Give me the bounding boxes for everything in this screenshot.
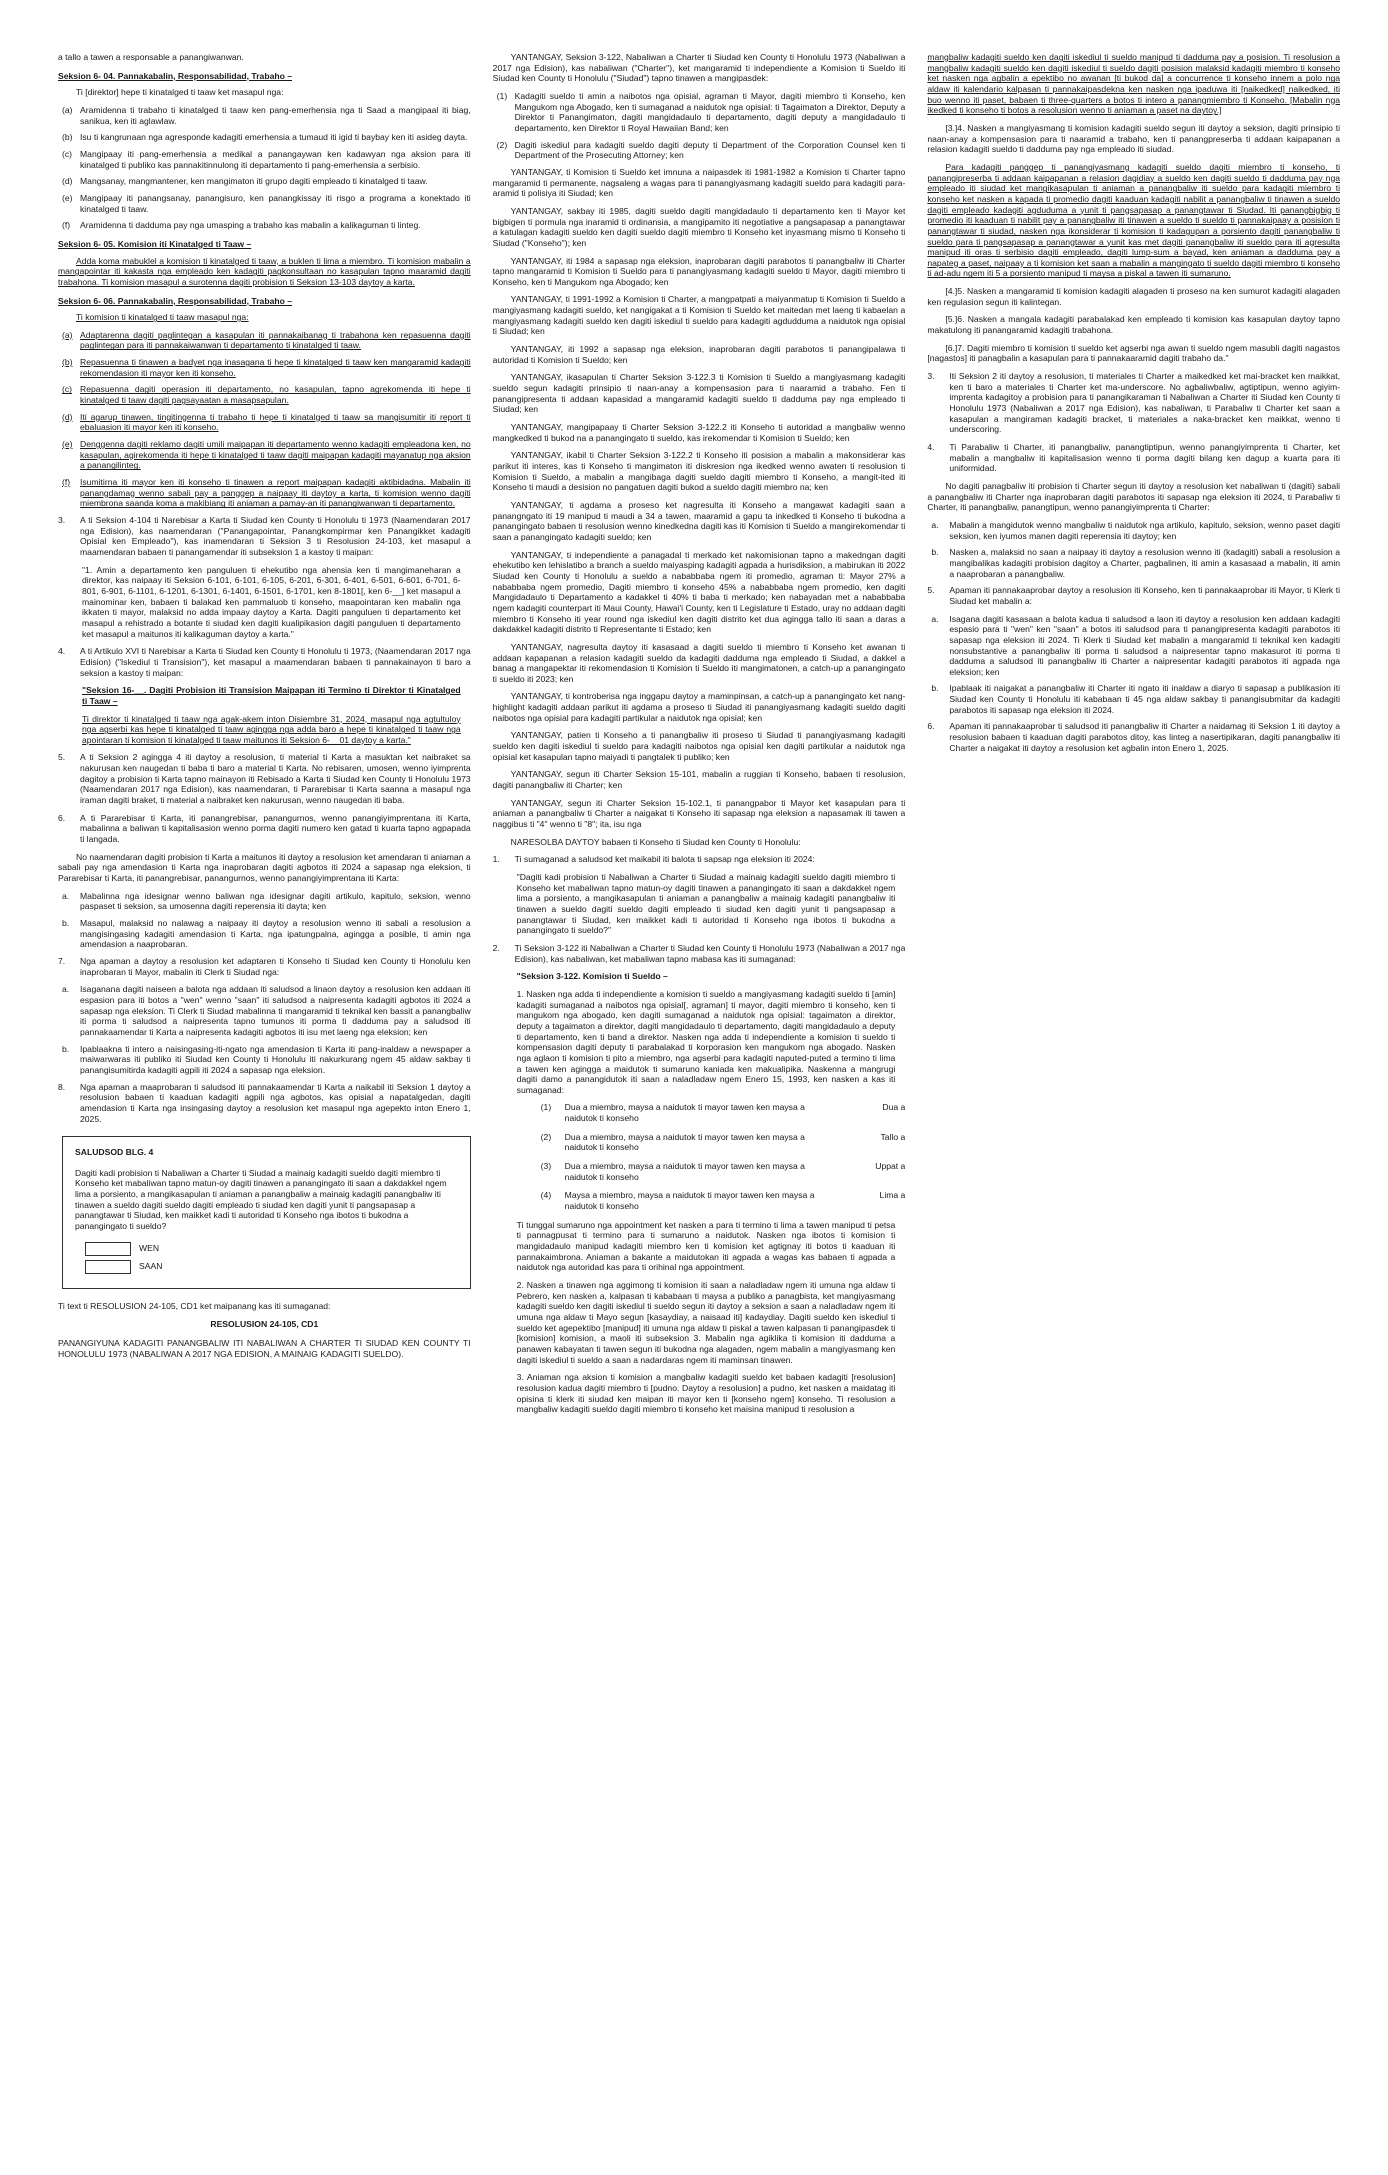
numbered-paragraph-4: 4. Ti Parabaliw ti Charter, iti panangbaliw, panangtiptipun, wenno panangiyimprenta ti Charter, ket mabalin a mangbaliw iti kapitalisasion wenno ti porma dagiti bilang ken dagup a kuarta para iti uniformidad. bbox=[927, 442, 1341, 474]
list-item: a. Isaganana dagiti naiseen a balota nga addaan iti saludsod a linaon daytoy a resolusion ken addaan iti espasion para iti botos a "wen" wenno "saan" iti saludsod a naipresenta kadagiti agbotos iti 2024 a sapasap nga eleksion. Ti Clerk ti Siudad mabalinna ti mangaramid ti teknikal ken bassit a panangbaliw iti porma ti saludsod a naipresenta tapno tumunos iti porma ti dadduma pay a saludsod iti pannakaamendar ti Karta a naipresenta kadagiti agbotos iti isu met laeng nga eleksion; ken bbox=[62, 984, 471, 1037]
list-item: (d) Iti agarup tinawen, tingitingenna ti trabaho ti hepe ti kinatalged ti taaw sa mangisumitir iti report ti ebaluasion iti mayor ken iti konseho. bbox=[62, 411, 471, 433]
section-604-list bbox=[58, 105, 471, 231]
resolution-subtitle: PANANGIYUNA KADAGITI PANANGBALIW ITI NABALIWAN A CHARTER TI SIUDAD KEN COUNTY TI HONOLULU 1973 (NABALIWAN A 2017 NGA EDISION, A MAINAIG KADAGITI SUELDO). bbox=[58, 1338, 471, 1359]
composition-row: (4) Maysa a miembro, maysa a naidutok ti mayor tawen ken maysa a naidutok ti konseho Lima a bbox=[540, 1190, 906, 1212]
section-606-heading: Seksion 6- 06. Pannakabalin, Responsabilidad, Trabaho – bbox=[58, 295, 293, 306]
list-item: (e) Mangipaay iti panangsanay, panangisuro, ken panangkissay iti risgo a programa a konektado iti kinatalged ti taaw. bbox=[62, 192, 471, 214]
transition-text: Ti direktor ti kinatalged ti taaw nga agak-akem inton Disiembre 31, 2024, masapul nga agtultuloy nga agserbi kas hepe ti kinatalged ti taaw agingga nga adda baro a hepe ti kinatalged ti taaw nga apointaran ti komision ti kinatalged ti taaw maitunos iti Seksion 6-__01 daytoy a karta." bbox=[82, 713, 461, 745]
section-3-122-para-7: [6.]7. Dagiti miembro ti komision ti sueldo ket agserbi nga awan ti sueldo ngem masubli dagiti nagastos [nagastos] iti panagbalin a kasapulan para ti pannakaaramid dagiti trabaho da." bbox=[927, 342, 1341, 364]
list-item: (b) Isu ti kangrunaan nga agresponde kadagiti emerhensia a tumaud iti igid ti baybay ken iti asideg dayta. bbox=[62, 132, 468, 143]
numbered-paragraph-3: 3. A ti Seksion 4-104 ti Narebisar a Karta ti Siudad ken County ti Honolulu ti 1973 (Naamendaran 2017 nga Edision), kas naamendaran ("Panangapointar, Panangkompirmar ken Panangikket kadagiti Opisial ken Empleado"), kas inamendaran ti Seksion 3 ti Resolusion 24-103, ket masapul a maamendaran babaen ti panangamendar iti subseksion 1 a kastoy ti maipan: bbox=[58, 515, 471, 557]
no-label: SAAN bbox=[139, 1261, 163, 1272]
section-606-lead: Ti komision ti kinatalged ti taaw masapul nga: bbox=[76, 312, 249, 323]
column-2 bbox=[493, 52, 906, 2135]
numbered-paragraph-8: 8. Nga apaman a maaprobaran ti saludsod iti pannakaamendar ti Karta a naikabil iti Seksion 1 daytoy a resolusion babaen ti kaaduan kadagiti agpili nga agbotos, kas opisial a napatalgedan, dagiti amendasion ti Karta nga insingasing daytoy a resolusion ket masapul nga agepekto inton Enero 1, 2025. bbox=[58, 1081, 471, 1124]
whereas-paragraph: YANTANGAY, ti agdama a proseso ket nagresulta iti Konseho a mangawat kadagiti saan a panangngato iti 19 manipud ti maudi a 34 a tawen, maaramid a gapu ta inkedked ti Konseho ti bukodna a panangingato babaen ti resolusion wenno kinedkedna dagiti kas iti Komision ti Sueldo a mangirekomendar ti saan a panangingato kadagiti sueldo; ken bbox=[492, 499, 906, 542]
list-item: (a) Aramidenna ti trabaho ti kinatalged ti taaw ken pang-emerhensia nga ti Saad a mangipaal iti biag, sanikua, ken iti aglawlaw. bbox=[62, 104, 471, 126]
list-item: (b) Repasuenna ti tinawen a badyet nga inasagana ti hepe ti kinatalged ti taaw ken mangaramid kadagiti rekomendasion iti mayor ken iti konseho. bbox=[62, 357, 471, 378]
section-3-122-para: 2. Nasken a tinawen nga aggimong ti komision iti saan a naladladaw ngem iti umuna nga aldaw ti Pebrero, ken nasken a, kalpasan ti kababaan ti maysa a publiko a panagbista, ket mangiyasmang kadagiti sueldo ken dagiti iskediul ti sueldo segun iti daytoy a seksion a saan a naladladaw ngem iti umuna nga aldaw ti Mayo segun [kasaydiay, a naisaad iti] kadaydiay. Dagiti sueldo ken iskediul ti sueldo ket agepektibo [manipud] iti umuna nga aldaw ti piskal a tawen kalpasan ti panangipasdek ti [komision] komision, a maoli iti subseksion 3. Mabalin nga agiklika ti komision iti dadduma a panawen kabayatan ti tawen segun iti bukodna nga alagaden, ngem mabalin a mangiyasmang ken dagiti iskediul ti sueldo a saan a nadardaras ngem iti maminsan tinawen. bbox=[516, 1280, 896, 1365]
section-606-list bbox=[58, 330, 471, 509]
whereas-paragraph: YANTANGAY, ti Komision ti Sueldo ket imnuna a naipasdek iti 1981-1982 a Komision ti Charter tapno mangaramid ti permanente, nagsaleng a wagas para ti panangiyasmang kadagiti sueldo para kadagiti para-aramid ti polisiya iti Siudad; ken bbox=[492, 166, 906, 199]
section-3-122-para-6: [5.]6. Nasken a mangala kadagiti parabalakad ken empleado ti komision kas kasapulan daytoy tapno makatulong iti panangaramid kadagiti trabahona. bbox=[927, 314, 1341, 336]
whereas-paragraph: YANTANGAY, iti 1992 a sapasap nga eleksion, inaprobaran dagiti parabotos ti panangipalawa ti autoridad ti Komision ti Sueldo; ken bbox=[492, 344, 906, 365]
numbered-paragraph-6: 6. A ti Pararebisar ti Karta, iti panangrebisar, panangurnos, wenno panangiyimprentana iti Karta, mabalinna a baliwan ti kapitalisasion wenno porma dagiti numero ken gatad ti kuarta tapno agpapada ti langada. bbox=[58, 812, 471, 845]
composition-row: (2) Dua a miembro, maysa a naidutok ti mayor tawen ken maysa a naidutok ti konseho Tallo a bbox=[540, 1131, 906, 1153]
council-salary-paragraph: Para kadagiti panggep ti panangiyasmang kadagiti sueldo dagiti miembro ti konseho, ti panangipreserba ti addaan kaipapanan a relasion dagidiay a sueldo ken dagiti sueldo ti dadduma pay nga empleado iti siudad ket mangikasapulan ti aniaman a panangbaliw iti sueldo para kadagiti miembro ti konseho ket nasken a kapada ti promedio dagiti kaaduan kadagiti nabilit a panangbaliw ti tinawen a sueldo dagiti empleado kadagiti agduduma a yunit ti pangsapasap a panangtawar ti Siudad. Iti panangbigbig ti promedio iti kaaduan ti nabilit pay a panangbaliw iti tinawen a sueldo ti sueldo ti pannakaipaay a posision ti panangtawar ti siudad, nasken nga ikonsiderar ti komision ti kadagupan a porsiento dagiti panangbaliw ti sueldo para ti pangsapasap a panangtawar a yunit kas met dagiti panangbaliw iti sueldo para iti agresulta manipud iti oras ti serbisio dagiti empleado, dagiti lump-sum a bayad, ken aniaman a dadduma pay a napateg a paset, naipaay a ti komision ket saan a mabalin a mangingato ti sueldo dagiti miembro ti konseho ti ad-adu ngem iti 5 a porsiento manipud ti maysa a piskal a tawen iti sumaruno. bbox=[927, 161, 1341, 279]
no-checkbox[interactable] bbox=[85, 1260, 131, 1274]
whereas-paragraph: YANTANGAY, ikabil ti Charter Seksion 3-122.2 ti Konseho iti posision a mabalin a makonsiderar kas parikut iti interes, kas ti Konseho ti mangimaton iti diskresion nga ikedked wenno awaten ti resolusion ti Komision ti Sueldo, a mabalin a mangibaga dagiti sueldo dagiti miembro ti Konseho, a mangit-ited iti Konseho ti maudi a desision no pangatuen dagiti bukod a sueldo dagiti miembro na; ken bbox=[492, 450, 906, 493]
transition-heading: "Seksion 16-__. Dagiti Probision iti Transision Maipapan iti Termino ti Direktor ti Kinatalged ti Taaw – bbox=[82, 685, 461, 706]
paragraph-6-continued: No naamendaran dagiti probision ti Karta a maitunos iti daytoy a resolusion ket amendaran ti aniaman a sabali pay nga amendasion ti Karta nga inaprobaran dagiti agbotos iti 2024 a sapasap nga eleksion, ti Pararebisar ti Karta, iti panangrebisar, panangurnos, wenno panangiyimprentana iti Karta: bbox=[58, 851, 471, 884]
numbered-paragraph-5: 5. A ti Seksion 2 agingga 4 iti daytoy a resolusion, ti material ti Karta a masuktan ket naibraket sa nakurusan ken naugedan ti baba ti baro a material ti Karta. No rebisaren, umosen, wenno iyimprenta dagitoy a probision ti Karta tapno mainayon iti Rebisado a Karta ti Siudad ken County ti Honolulu 1973 (Naamendaran 2017 nga Edision), kas naamendaran, ti Pararebisar ti Karta saanna a masapul nga iraman dagiti braket, ti material a naibraket ken nakurusan, wenno naugedan iti baba. bbox=[58, 752, 471, 806]
whereas-paragraph: YANTANGAY, ti 1991-1992 a Komision ti Charter, a mangpatpati a maiyanmatup ti Komision ti Sueldo a mangiyasmang kadagiti sueldo, ket nangigakat a ti Komision ti Sueldo ket maitedan met laeng ti kabaelan a mangiyasmang kadagiti sueldo ken dagiti iskediul ti sueldo para kadagiti agdudduma a naidutok nga opisial ti Siudad; ken bbox=[492, 294, 906, 337]
list-item: (2) Dagiti iskediul para kadagiti sueldo dagiti deputy ti Department of the Corporation Counsel ken ti Department of the Prosecuting Attorney; ken bbox=[496, 139, 906, 161]
numbered-paragraph-5: 5. Apaman iti pannakaaprobar daytoy a resolusion iti Konseho, ken ti pannakaaprobar iti Mayor, ti Klerk ti Siudad ket mabalin a: bbox=[927, 585, 1341, 606]
whereas-paragraph: YANTANGAY, patien ti Konseho a ti panangbaliw iti proseso ti Siudad ti panangiyasmang kadagiti sueldo ken dagiti iskediul ti sueldo para kadagiti naibotos nga opisial ken dagiti partikular a naidutok nga opisial ket kasapulan tapno maiyadi ti pangtalek ti publiko; ken bbox=[492, 730, 906, 762]
list-item: (1) Kadagiti sueldo ti amin a naibotos nga opisial, agraman ti Mayor, dagiti miembro ti Konseho, ken Mangukom nga Abogado, ken ti sumaganad a naidutok nga opisial: ti Tagaimaton a Direktor, Deputy a Direktor ti Panangimaton, dagiti mangidadaulo ti departamento, dagiti deputy a mangidadaulo ti departamento, ken Direktor ti Royal Hawaiian Band; ken bbox=[496, 90, 906, 133]
whereas-paragraph: YANTANGAY, ikasapulan ti Charter Seksion 3-122.3 ti Komision ti Sueldo a mangiyasmang kadagiti sueldo segun kadagiti prinsipio ti naan-anay a kompensasion para ti naaramid a trabaho. Fen ti panangipresenta ti addaan kapasidad a mangaramid kadagiti sueldo ti dadduma pay nga empleado ti Siudad; ken bbox=[492, 372, 906, 415]
yes-label: WEN bbox=[139, 1243, 160, 1254]
resolved-paragraph: NARESOLBA DAYTOY babaen ti Konseho ti Siudad ken County ti Honolulu: bbox=[510, 836, 801, 847]
ballot-question-quote: "Dagiti kadi probision ti Nabaliwan a Charter ti Siudad a mainaig kadagiti sueldo dagiti miembro ti Konseho ket mabaliwan tapno matun-oy dagiti tinawen a panangingato iti saan a dakdakkel ngem lima a porsiento, a mangikasapulan ti aniaman a panangbaliw a mainaig kadagiti panangbaliw iti tinawen a sueldo dagiti sueldo dagiti empleado ti siudad ken dagiti yunit ti pangsapasap a panangtawar ti Siudad, ken maikket kadi ti autoridad ti Konseho nga ibotos ti bukodna a panangingato ti sueldo?" bbox=[516, 872, 896, 936]
list-item: b. Ipablaaknа ti intero a naisingasing-iti-ngato nga amendasion ti Karta iti pang-inaldaw a newspaper a maiwarwaras iti publiko iti Siudad ken County ti Honolulu iti nakurkurang ngem 45 aldaw sakbay ti panangisumitirda kadagiti agpili iti 2024 a sapasap nga eleksion. bbox=[62, 1043, 471, 1075]
column-1 bbox=[58, 52, 471, 2135]
section-3-122-para: 3. Aniaman nga aksion ti komision a mangbaliw kadagiti sueldo ket babaen kadagiti [resolusion] resolusion kadua dagiti miembro ti [pudno. Daytoy a resolusion] a pudno, ket nasken a maidatag iti opisina ti klerk iti siudad ken maipan iti mayor ken ti [konseho ngem] konseho. Ti resolusion a mangbaliw kadagiti sueldo dagiti miembro ti konseho ket maisina manipud ti resolusion a bbox=[516, 1372, 896, 1415]
whereas-paragraph: YANTANGAY, Seksion 3-122, Nabaliwan a Charter ti Siudad ken County ti Honolulu 1973 (Nabaliwan a 2017 nga Edision), kas nabaliwan ("Charter"), ket mangaramid ti independiente a Komision ti Sueldo iti Siudad ken County ti Honolulu ("Siudad") tapno tinawen a mangipasdek: bbox=[492, 52, 906, 84]
numbered-paragraph-3: 3. Iti Seksion 2 iti daytoy a resolusion, ti materiales ti Charter a maikedked ket mai-bracket ken maikkat, ken ti baro a materiales ti Charter ket ma-underscore. No agbaliwbaliw, agtiptipun, wenno agiyim-imprenta kadagitoy a probision para ti panangikaraman ti Nabaliwan a Charter iti Siudad ken County ti Honolulu 1973 (Nabaliwan a 2017 nga Edision), kas nabaliwan, ti Parabaliw ti Charter ket saan a kasapulan a mangiraman kadagiti bracket, ti materiales a naka-bracket ken maikkat, wenno ti underscoring. bbox=[927, 371, 1341, 435]
list-item: (c) Repasuenna dagiti operasion iti departamento, no kasapulan, tapno agrekomenda iti hepe ti kinatalged ti taaw dagiti pagsayaatan a masapsapulan. bbox=[62, 384, 471, 406]
ballot-title: SALUDSOD BLG. 4 bbox=[75, 1147, 154, 1158]
list-item: a. Mabalinna nga idesignar wenno baliwan nga idesignar dagiti artikulo, kapitulo, seksion, wenno paspaset ti seksion, sa umosenna dagiti reperensia iti dayta; ken bbox=[62, 890, 471, 912]
list-item: a. Mabalin a mangidutok wenno mangbaliw ti naidutok nga artikulo, kapitulo, seksion, wenno paset dagiti seksion, ken iyumos manen dagiti reperensia iti daytoy; ken bbox=[931, 519, 1341, 541]
whereas-paragraph: YANTANGAY, iti 1984 a sapasap nga eleksion, inaprobaran dagiti parabotos ti panangbaliw iti Charter tapno mangaramid ti Komision ti Sueldo para ti panangiyasmang kadagiti sueldo ti Mayor, dagiti miembro ti Konseho, ken ti Mangukom nga Abogado; ken bbox=[492, 255, 906, 287]
list-item: a. Isagana dagiti kasasaan a balota kadua ti saludsod a laon iti daytoy a resolusion ken addaan kadagiti espasio para ti "wen" ken "saan" a botos iti saludsod para ti panangipresenta kadagiti parabotos iti sapasap nga eleksion iti 2024. Ti Klerk ti Siudad ket mabalin a mangaramid ti teknikal ken kadagiti nonsubstantive a panangbaliw iti porma ti saludsod a naipresentar tapno makasurot iti porma ti dadduma a saludsod iti panangbaliw iti Charter a naipresentar kadagiti parabotos iti agpada nga eleksion; ken bbox=[931, 613, 1341, 677]
section-605-text: Adda koma mabuklel a komision ti kinatalged ti taaw, a buklen ti lima a miembro. Ti komision mabalin a mangapointar iti kakasta nga empleado ken kadagiti pagkonsultaan no kasapulan tapno maaramid dagiti trabahona. Ti komision masapul a surotenna dagiti probision ti Seksion 13-103 daytoy a karta. bbox=[58, 255, 471, 287]
list-item: (f) Isumitirna iti mayor ken iti konseho ti tinawen a report maipapan kadagiti aktibidadna. Mabalin iti panangdamag wenno sabali pay a panggep a naipaay iti daytoy a karta, ti komision wenno dagiti miembrona saanda koma a makibiang iti aniaman a pamay-an iti panangiwanwan ti departamento. bbox=[62, 477, 471, 509]
numbered-paragraph-2: 2. Ti Seksion 3-122 iti Nabaliwan a Charter ti Siudad ken County ti Honolulu 1973 (Nabaliwan a 2017 nga Edision), kas nabaliwan, ket mabaliwan tapno mabasa kas iti sumaganad: bbox=[492, 942, 906, 964]
whereas-paragraph: YANTANGAY, ti kontroberisa nga inggapu daytoy a maminpinsan, a catch-up a panangingato ket nang-highlight kadagiti addaan parikut iti agdama a proseso ti Siudad iti panangiyasmang kadagiti sueldo dagiti naibotos nga opisial para kadagiti partikular a naidutok nga opisial; ken bbox=[492, 691, 906, 723]
numbered-paragraph-4: 4. A ti Artikulo XVI ti Narebisar a Karta ti Siudad ken County ti Honolulu ti 1973, (Naamendaran 2017 nga Edision) ("Iskediul ti Transision"), ket masapul a maamendaran babaen ti pannakainayon ti baro a seksion a kastoy ti maipan: bbox=[58, 646, 471, 678]
ballot-option-yes bbox=[85, 1242, 458, 1256]
list-item: b. Nasken a, malaksid no saan a naipaay iti daytoy a resolusion wenno iti (kadagiti) sabali a resolusion a mangibalikas kadagiti probision dagitoy a Charter, pagbalinen, iti amin a kasasaad a mabalin, iti amin a naaprobaran a panangbaliw. bbox=[931, 547, 1341, 579]
section-3-122-para-1: 1. Nasken nga adda ti independiente a komision ti sueldo a mangiyasmang kadagiti sueldo ti [amin] kadagiti sumaganad a naibotos nga opisial[, agraman] ti mayor, dagiti miembro ti konseho, ken ti mangukom nga abogado, ken dagiti sumaganad a naidutok nga opisial: tagaimaton a direktor, deputy a tagaimaton a direktor, dagiti mangidadaulo ti departamento, dagiti mangidadaulo a deputy ti departamento, ken ti band a direktor. Nasken nga adda ti independiente a komision ti sueldo ti kompensasion dagiti deputy ti parabalakad ti korporasion ken mangukom nga abogado. Nasken nga aglaon ti komision ti pito a miembro, nga agserbi para kadagiti naputed-puted a termino ti lima a tawen ken agingga a maidutok ti sumaruno kaniada ken makualipika. Naskenna a mangrugi dagiti damo a panangidutok iti saan a naladladaw ngem Enero 15, 1993, ken nasken a kas iti sumaganad: bbox=[516, 988, 896, 1095]
list-item: (a) Adaptarenna dagiti paglintegan a kasapulan iti pannakaibanag ti trabahona ken repasuenna dagiti paglintegan para iti pannakaiwanwan ti departamento ti kinatalged ti taaw. bbox=[62, 329, 471, 351]
numbered-paragraph-1: 1. Ti sumaganad a saludsod ket maikabil iti balota ti sapsap nga eleksion iti 2024: bbox=[492, 854, 815, 865]
list-item: b. Ipablaak iti naigakat a panangbaliw iti Charter iti ngato iti inaldaw a diaryo ti sapasap a publikasion iti Siudad ken County ti Honolulu iti kababaan ti 45 nga aldaw sakbay ti panangisubmitar da kadagiti parabotos iti sapasap nga eleksion iti 2024. bbox=[931, 683, 1341, 715]
composition-row: (1) Dua a miembro, maysa a naidutok ti mayor tawen ken maysa a naidutok ti konseho Dua a bbox=[540, 1102, 906, 1124]
paragraph-4-continued: No dagiti panagbaliw iti probision ti Charter segun iti daytoy a resolusion ket nabaliwan ti (dagiti) sabali a panangbaliw iti Charter nga inaprobaran dagiti parabotos iti sapasap nga eleksion iti 2024, ti Parabaliw ti Charter, iti panangbaliw, panangtipun, wenno panangiyimprenta ti Charter: bbox=[927, 480, 1341, 513]
whereas-paragraph: YANTANGAY, mangipapaay ti Charter Seksion 3-122.2 iti Konseho ti autoridad a mangbaliw wenno mangkedked ti bukod na a panangingato ti sueldo, kas irekomendar ti Komision ti Sueldo; ken bbox=[492, 422, 906, 443]
whereas-paragraph: YANTANGAY, segun iti Charter Seksion 15-101, mabalin a ruggian ti Konseho, babaen ti resolusion, dagiti panangbaliw iti Charter; ken bbox=[492, 769, 906, 791]
section-3-122-para: Ti tunggal sumaruno nga appointment ket nasken a para ti termino ti lima a tawen manipud ti petsa ti pannagpusat ti termino para ti sumaruno a naidutok. Nasken nga ibotos ti komision ti mangidadaulo manipud kadagiti miembro ken ti komision ket agtignay iti botos ti kaaduan iti pannakaimbrona. Aniaman a bakante a maidutokan iti agpada a wagas kas babaen ti agpada a naidutok nga autoridad kas para ti orihinal nga appointment. bbox=[516, 1219, 896, 1273]
list-item: (f) Aramidenna ti dadduma pay nga umasping a trabaho kas mabalin a kalikaguman ti linteg. bbox=[62, 220, 421, 231]
ballot-question: Dagiti kadi probision ti Nabaliwan a Charter ti Siudad a mainaig kadagiti sueldo dagiti miembro ti Konseho ket mabaliwan tapno matun-oy dagiti tinawen a panangingato iti saan a dakdakkel ngem lima a porsiento, a mangikasapulan ti aniaman a panangbaliw a mainaig kadagiti panangbaliw iti tinawen a sueldo dagiti sueldo dagiti empleado ti siudad ken dagiti yunit ti pangsapasap a panangtawar ti Siudad, ken maikket kadi ti autoridad ti Konseho nga ibotos ti bukodna a panangingato ti sueldo? bbox=[75, 1167, 447, 1232]
section-3-122-heading: "Seksion 3-122. Komision ti Sueldo – bbox=[516, 971, 668, 982]
resolution-title: RESOLUSION 24-105, CD1 bbox=[210, 1319, 319, 1330]
column-3 bbox=[927, 52, 1340, 2135]
section-604-lead: Ti [direktor] hepe ti kinatalged ti taaw ket masapul nga: bbox=[76, 87, 284, 98]
list-item: (d) Mangsanay, mangmantener, ken mangimaton iti grupo dagiti empleado ti kinatalged ti taaw. bbox=[62, 176, 428, 187]
list-item: b. Masapul, malaksid no nalawag a naipaay iti daytoy a resolusion wenno iti sabali a resolusion a mangisingasing kadagiti amendasion ti Karta, nga ipatungpalna, agingga a posible, ti amin nga amendasion a naaprobaran. bbox=[62, 918, 471, 950]
whereas-paragraph: YANTANGAY, ti independiente a panagadal ti merkado ket nakomisionan tapno a makedngan dagiti ehekutibo ken lehislatibo a branch a sueldo maiyasping kadagiti agpada a hurisdiksion, a mabirukan iti 2022 Siudad ken County ti Honolulu a sueldo a nababbaba ngem iti promedio, agraman ti: Mayor 27% a nababbaba ngem promedio, Dagiti miembro ti konseho 45% a nababbaba ngem promedio, ken dagiti Mangidadaulo ti Departamento a kadakkel ti 40% ti baba ti merkado; ken nabayadan met a nababbaba ngem kadagiti counterpart iti Maui County, Hawai'i County, ken ti Legislature ti Estado, uray no addaan dagiti miembro ti Konseho iti year round nga iskediul ken dagiti distrito ket dua agingga tallo iti saan a daras a dakdakkel kadagiti distrito ti Representante ti Estado; ken bbox=[492, 549, 906, 635]
section-3-122-para-4: [3.]4. Nasken a mangiyasmang ti komision kadagiti sueldo segun iti daytoy a seksion, dagiti prinsipio ti naan-anay a kompensasion para ti naaramid a trabaho, ken ti panangpreserba ti addaan kaipapanan a relasion kadagiti sueldo ti dadduma pay nga empleado iti siudad. bbox=[927, 122, 1341, 155]
section-3-122-para-5: [4.]5. Nasken a mangaramid ti komision kadagiti alagaden ti proseso na ken sumurot kadagiti alagaden ken regulasion segun iti kalintegan. bbox=[927, 286, 1341, 307]
numbered-paragraph-7: 7. Nga apaman a daytoy a resolusion ket adaptaren ti Konseho ti Siudad ken County ti Honolulu ken inaprobaran ti Mayor, mabalin iti Clerk ti Siudad nga: bbox=[58, 955, 471, 977]
whereas-paragraph: YANTANGAY, segun iti Charter Seksion 15-102.1, ti panangpabor ti Mayor ket kasapulan para ti aniaman a panangbaliw ti Charter a naigakat ti Konseho iti sapasap nga eleksion a napasamak iti tawen a naggibus ti "4" wenno ti "8"; ita, isu nga bbox=[492, 797, 906, 830]
list-item: (c) Mangipaay iti pang-emerhensia a medikal a panangaywan ken kadawyan nga aksion para iti kinatalged ti publiko kas pannakitinnulong iti departamento ti pang-emerhensia a serbisio. bbox=[62, 148, 471, 170]
whereas-paragraph: YANTANGAY, sakbay iti 1985, dagiti sueldo dagiti mangidadaulo ti departamento ken ti Mayor ket bigbigen ti pormula nga inaramid ti ordinansia, a mangipamito iti negotiative a pangsapasap a panangtawar a katulagan kadagiti sueldo ken dagiti sueldo dagiti miembro ti Konseho ket inyasmang mismo ti Konseho ti Siudad ("Konseho"); ken bbox=[492, 205, 906, 248]
list-item: (e) Denggenna dagiti reklamo dagiti umili maipapan iti departamento wenno kadagiti empleadona ken, no kasapulan, agirekomenda iti hepe ti kinatalged ti taaw dagiti maipapan kadagiti mayanatup nga aksion a panangilinteg. bbox=[62, 439, 471, 471]
numbered-paragraph-6: 6. Apaman iti pannakaaprobar ti saludsod iti panangbaliw iti Charter a naidamag iti Seksion 1 iti daytoy a resolusion babaen ti kaaduan dagiti parabotos ditoy, kas linteg a nasertipikaran, dagiti panangbaliw iti Charter a naigakat iti daytoy a resolusion ket agbalin inton Enero 1, 2025. bbox=[927, 721, 1341, 753]
composition-row: (3) Dua a miembro, maysa a naidutok ti mayor tawen ken maysa a naidutok ti konseho Uppat a bbox=[540, 1161, 906, 1182]
section-604-heading: Seksion 6- 04. Pannakabalin, Responsabilidad, Trabaho – bbox=[58, 70, 293, 81]
intro-text: a tallo a tawen a responsable a panangiwanwan. bbox=[58, 52, 244, 62]
yes-checkbox[interactable] bbox=[85, 1242, 131, 1256]
quoted-amendment: "1. Amin a departamento ken panguluen ti ehekutibo nga ahensia ken ti mangimaneharan a direktor, kas naipaay iti Seksion 6-101, 6-101, 6-105, 6-201, 6-301, 6-401, 6-501, 6-601, 6-701, 6-801, 6-901, 6-1101, 6-1201, 6-1301, 6-1401, 6-1501, 6-1701, ken 8-1801[, ken 6-__] ket masapul a mainominar ken, babaen ti balakad ken pammaluob ti konseho, maapointaran ken mabalin nga ikkaten ti mayor, malaksid no adda impaay daytoy a Karta. Dagiti panguluen ti departamento ket masapul a rehistrado a botante ti siudad ken dagiti kualipikasion dagiti panguluen ti departamento ket masapul a maitunos iti kalikaguman daytoy a karta." bbox=[82, 564, 461, 639]
continued-paragraph: mangbaliw kadagiti sueldo ken dagiti iskediul ti sueldo manipud ti dadduma pay a posision. Ti resolusion a mangbaliw kadagiti sueldo ken dagiti iskediul ti sueldo dagiti posision malaksid kadagiti miembro ti konseho ket nasken nga agbalin a epektibo no awanan [ti bukod da] a concurrence ti konseho innem a polo nga aldaw iti kalendario kalpasan ti pannakaipasdekna ken nasken nga ipaduwa iti [naikedked] naikedked, iti buo wenno iti paset, babaen ti three-quarters a botos ti intero a panangmiembro ti Konseho. [Mabalin nga ikedked ti konseho ti botos a resolusion wenno ti aniaman a paset na daytoy.] bbox=[927, 52, 1341, 116]
section-605-heading: Seksion 6- 05. Komision iti Kinatalged ti Taaw – bbox=[58, 238, 252, 249]
ballot-option-no bbox=[85, 1260, 458, 1274]
resolution-text-intro: Ti text ti RESOLUSION 24-105, CD1 ket maipanang kas iti sumaganad: bbox=[58, 1300, 331, 1311]
ballot-question-box bbox=[62, 1136, 471, 1289]
whereas-paragraph: YANTANGAY, nagresulta daytoy iti kasasaad a dagiti sueldo ti miembro ti Konseho ket awanan ti addaan kapapanan a relasion kadagiti sueldo da kadagiti dadduma nga empleado ti Siudad, a dakkel a banag a mangapektar iti rekomendasion ti Komision ti Sueldo iti mangimatonen, a catch-up a panangingato ti sueldo iti 2023; ken bbox=[492, 641, 906, 684]
